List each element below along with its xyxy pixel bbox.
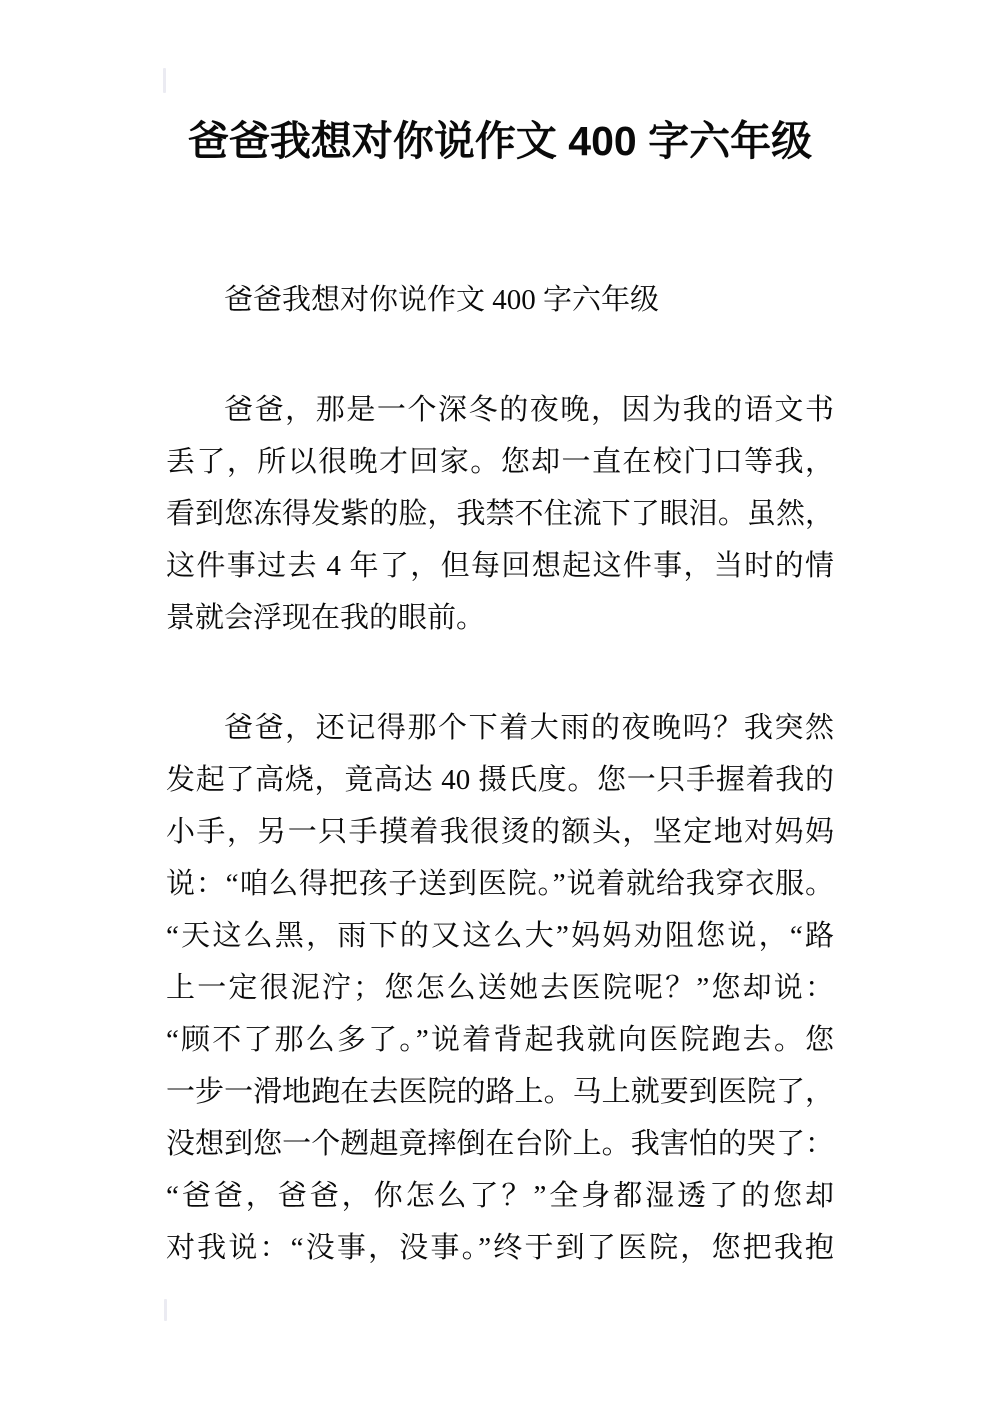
stray-mark-bottom — [164, 1299, 167, 1321]
document-title: 爸爸我想对你说作文 400 字六年级 — [187, 118, 813, 164]
text-line: 景就会浮现在我的眼前。 — [166, 602, 486, 634]
text-line: “爸爸，爸爸，你怎么了？”全身都湿透了的您却 — [166, 1180, 834, 1212]
document-body — [166, 384, 834, 1274]
text-line: “天这么黑，雨下的又这么大”妈妈劝阻您说，“路 — [166, 920, 834, 952]
text-line: 爸爸，还记得那个下着大雨的夜晚吗？我突然 — [224, 712, 834, 744]
document-subtitle: 爸爸我想对你说作文 400 字六年级 — [224, 284, 660, 316]
text-line: 爸爸，那是一个深冬的夜晚，因为我的语文书 — [224, 394, 834, 426]
text-line: “顾不了那么多了。”说着背起我就向医院跑去。您 — [166, 1024, 834, 1056]
text-line: 没想到您一个趔趄竟摔倒在台阶上。我害怕的哭了： — [166, 1128, 834, 1160]
text-line: 上一定很泥泞；您怎么送她去医院呢？”您却说： — [166, 972, 834, 1004]
text-line: 丢了，所以很晚才回家。您却一直在校门口等我， — [166, 446, 834, 478]
text-line: 这件事过去 4 年了，但每回想起这件事，当时的情 — [166, 550, 834, 582]
text-line: 对我说：“没事，没事。”终于到了医院，您把我抱 — [166, 1232, 834, 1264]
text-line: 说：“咱么得把孩子送到医院。”说着就给我穿衣服。 — [166, 868, 834, 900]
text-line: 小手，另一只手摸着我很烫的额头，坚定地对妈妈 — [166, 816, 834, 848]
text-line: 发起了高烧，竟高达 40 摄氏度。您一只手握着我的 — [166, 764, 834, 796]
text-line: 一步一滑地跑在去医院的路上。马上就要到医院了， — [166, 1076, 834, 1108]
text-line: 看到您冻得发紫的脸，我禁不住流下了眼泪。虽然， — [166, 498, 834, 530]
document-content — [166, 0, 834, 1274]
paragraph — [166, 702, 834, 1274]
paragraph — [166, 384, 834, 644]
